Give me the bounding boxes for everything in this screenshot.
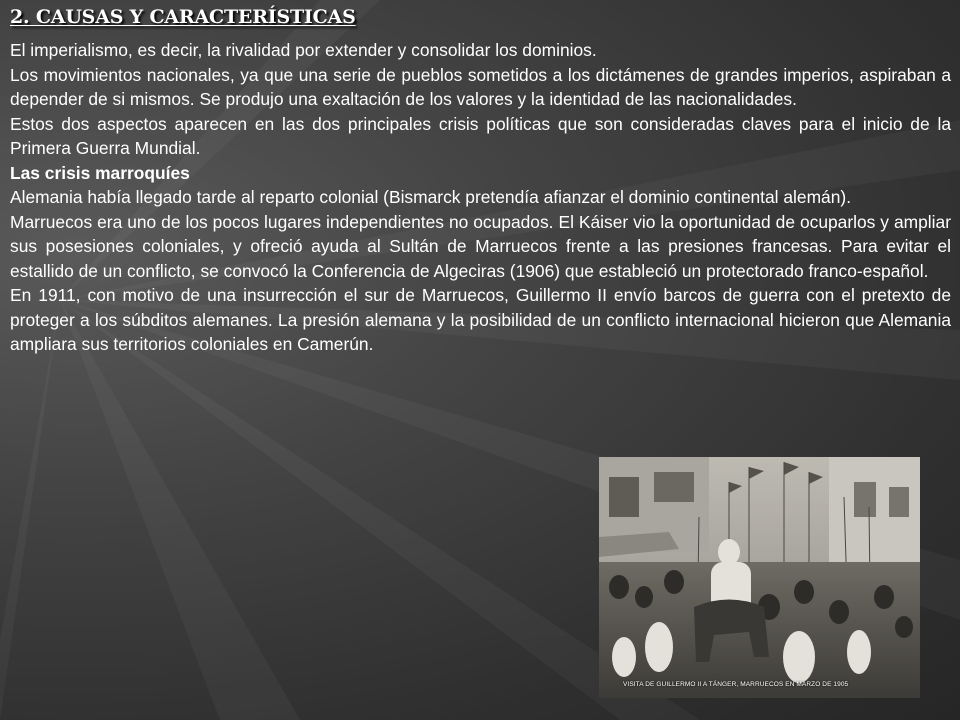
paragraph-imperialism: El imperialismo, es decir, la rivalidad por extender y consolidar los dominios. <box>10 40 597 60</box>
photo-caption: VISITA DE GUILLERMO II A TÁNGER, MARRUECOS EN MARZO DE 1905 <box>623 681 849 688</box>
subheading-moroccan-crises: Las crisis marroquíes <box>10 162 190 183</box>
slide-title: 2. CAUSAS Y CARACTERÍSTICAS <box>10 6 356 28</box>
photo-illustration <box>599 457 920 698</box>
paragraph-national-movements: Los movimientos nacionales, ya que una serie de pueblos sometidos a los dictámenes de grandes imperios, aspiraban a depender de si mismos. Se produjo una exaltación de los valores y la identidad de las nacionalidades. <box>10 64 951 109</box>
paragraph-germany-colonial: Alemania había llegado tarde al reparto colonial (Bismarck pretendía afianzar el dominio continental alemán). <box>10 187 852 207</box>
historical-photo <box>599 457 920 698</box>
paragraph-two-aspects: Estos dos aspectos aparecen en las dos principales crisis políticas que son consideradas claves para el inicio de la Primera Guerra Mundial. <box>10 113 951 158</box>
paragraph-1911: En 1911, con motivo de una insurrección el sur de Marruecos, Guillermo II envío barcos de guerra con el pretexto de proteger a los súbditos alemanes. La presión alemana y la posibilidad de un conflicto internacional hicieron que Alemania ampliara sus territorios coloniales en Camerún. <box>10 285 951 354</box>
paragraph-morocco: Marruecos era uno de los pocos lugares independientes no ocupados. El Káiser vio la oportunidad de ocuparlos y ampliar sus posesiones coloniales, y ofreció ayuda al Sultán de Marruecos frente a las presiones francesas. Para evitar el estallido de un conflicto, se convocó la Conferencia de Algeciras (1906) que estableció un protectorado franco-español. <box>10 211 951 281</box>
slide-body <box>10 38 951 357</box>
